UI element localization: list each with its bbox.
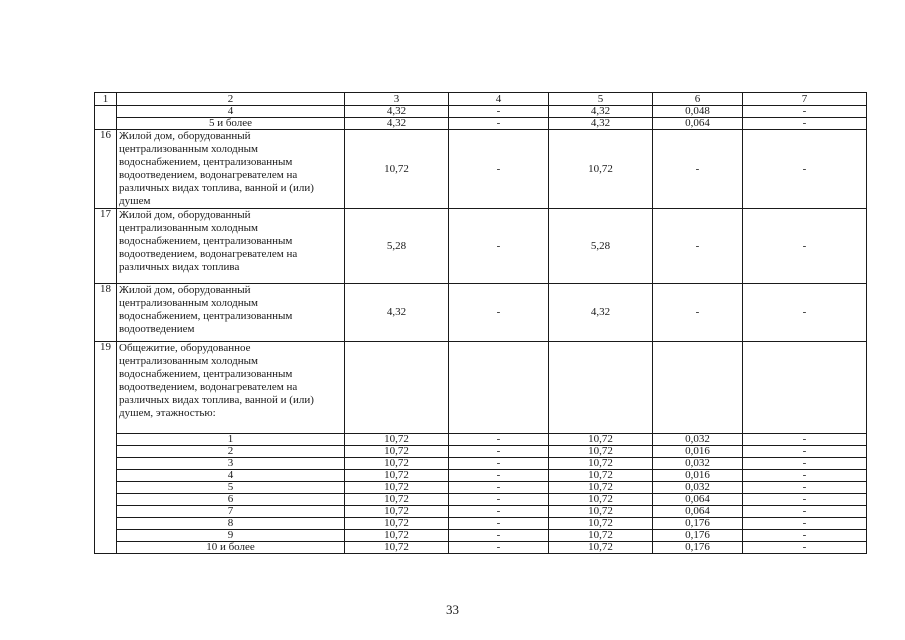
item-description: Жилой дом, оборудованный централизованным холодным водоснабжением, централизованным водоотведением, водонагревателем на различных видах топлива <box>117 209 345 284</box>
table-cell: 0,016 <box>653 470 743 482</box>
floor-label: 1 <box>117 434 345 446</box>
item-description: Общежитие, оборудованное централизованным холодным водоснабжением, централизованным водоотведением, водонагревателем на различных видах топлива, ванной и (или) душем, этажностью: <box>117 342 345 434</box>
table-cell: 0,048 <box>653 106 743 118</box>
table-cell: - <box>743 284 867 342</box>
floor-label: 4 <box>117 106 345 118</box>
table-cell: - <box>743 130 867 209</box>
table-cell: 4,32 <box>345 106 449 118</box>
table-cell: - <box>449 542 549 554</box>
header-row <box>95 93 867 106</box>
floor-label: 10 и более <box>117 542 345 554</box>
header-cell: 2 <box>117 93 345 106</box>
table-cell: 4,32 <box>549 118 653 130</box>
item-description: Жилой дом, оборудованный централизованным холодным водоснабжением, централизованным водоотведением <box>117 284 345 342</box>
table-row <box>95 542 867 554</box>
table-cell: - <box>743 542 867 554</box>
floor-label: 6 <box>117 494 345 506</box>
table-cell: - <box>449 434 549 446</box>
table-cell: 10,72 <box>345 470 449 482</box>
floor-label: 2 <box>117 446 345 458</box>
table-cell: 4,32 <box>549 106 653 118</box>
table-cell: - <box>449 106 549 118</box>
table-row <box>95 118 867 130</box>
table-row <box>95 446 867 458</box>
table-cell: 5,28 <box>549 209 653 284</box>
table-cell: 10,72 <box>549 518 653 530</box>
table-cell: 10,72 <box>345 458 449 470</box>
table-row <box>95 458 867 470</box>
table-cell: - <box>743 118 867 130</box>
table-cell <box>345 342 449 434</box>
row-number: 19 <box>95 342 117 554</box>
floor-label: 5 <box>117 482 345 494</box>
table-cell: 10,72 <box>345 506 449 518</box>
header-cell: 7 <box>743 93 867 106</box>
table-cell: 0,176 <box>653 518 743 530</box>
table-cell: 4,32 <box>345 118 449 130</box>
table-cell <box>449 342 549 434</box>
table-cell: - <box>743 106 867 118</box>
table-row <box>95 209 867 284</box>
table-cell: 0,032 <box>653 458 743 470</box>
table-cell: - <box>743 209 867 284</box>
table-cell: 10,72 <box>549 446 653 458</box>
table-cell: - <box>449 130 549 209</box>
table-cell: 0,064 <box>653 506 743 518</box>
table-cell: 10,72 <box>549 530 653 542</box>
table-cell: 10,72 <box>549 470 653 482</box>
table-cell: 0,016 <box>653 446 743 458</box>
floor-label: 4 <box>117 470 345 482</box>
row-number <box>95 106 117 130</box>
table-row <box>95 130 867 209</box>
table-cell: 10,72 <box>345 518 449 530</box>
table-cell: 4,32 <box>345 284 449 342</box>
table-cell <box>549 342 653 434</box>
table-cell: - <box>449 209 549 284</box>
header-cell: 3 <box>345 93 449 106</box>
table-cell: 0,064 <box>653 494 743 506</box>
table-cell: 10,72 <box>549 458 653 470</box>
table-cell: 10,72 <box>345 446 449 458</box>
table-cell: 0,176 <box>653 542 743 554</box>
table-row <box>95 518 867 530</box>
table-cell: - <box>449 458 549 470</box>
table-cell: - <box>653 209 743 284</box>
table-cell: 10,72 <box>345 434 449 446</box>
table-cell: 10,72 <box>549 542 653 554</box>
table-row <box>95 530 867 542</box>
table-cell: - <box>743 506 867 518</box>
table-cell: - <box>653 284 743 342</box>
header-cell: 1 <box>95 93 117 106</box>
table-cell: - <box>743 434 867 446</box>
floor-label: 9 <box>117 530 345 542</box>
page-number: 33 <box>446 602 459 617</box>
table-cell: 10,72 <box>345 494 449 506</box>
floor-label: 3 <box>117 458 345 470</box>
table-cell: - <box>449 470 549 482</box>
norms-table <box>94 92 867 554</box>
table-cell: - <box>449 118 549 130</box>
table-cell: 10,72 <box>345 130 449 209</box>
header-cell: 4 <box>449 93 549 106</box>
table-row <box>95 106 867 118</box>
header-cell: 5 <box>549 93 653 106</box>
table-cell: 0,032 <box>653 434 743 446</box>
row-number: 17 <box>95 209 117 284</box>
table-cell: 0,176 <box>653 530 743 542</box>
table-cell: - <box>449 530 549 542</box>
header-cell: 6 <box>653 93 743 106</box>
table-cell: - <box>743 446 867 458</box>
table-cell: 10,72 <box>345 530 449 542</box>
table-cell: - <box>449 506 549 518</box>
table-row <box>95 284 867 342</box>
table-cell: 10,72 <box>345 542 449 554</box>
table-cell: - <box>743 530 867 542</box>
table-row <box>95 470 867 482</box>
table-row <box>95 506 867 518</box>
table-cell: 0,032 <box>653 482 743 494</box>
table-cell: - <box>743 482 867 494</box>
table-cell: - <box>743 458 867 470</box>
floor-label: 5 и более <box>117 118 345 130</box>
table-cell: - <box>449 446 549 458</box>
table-cell: 10,72 <box>549 506 653 518</box>
floor-label: 8 <box>117 518 345 530</box>
table-cell: 5,28 <box>345 209 449 284</box>
table-cell: - <box>449 482 549 494</box>
table-row <box>95 494 867 506</box>
item-description: Жилой дом, оборудованный централизованным холодным водоснабжением, централизованным водоотведением, водонагревателем на различных видах топлива, ванной и (или) душем <box>117 130 345 209</box>
table-row <box>95 342 867 434</box>
table-cell: - <box>743 518 867 530</box>
floor-label: 7 <box>117 506 345 518</box>
table-row <box>95 482 867 494</box>
row-number: 18 <box>95 284 117 342</box>
table-cell: 4,32 <box>549 284 653 342</box>
table-cell: - <box>449 494 549 506</box>
row-number: 16 <box>95 130 117 209</box>
table-cell <box>743 342 867 434</box>
table-row <box>95 434 867 446</box>
table-cell: 10,72 <box>549 494 653 506</box>
table-cell: 10,72 <box>549 434 653 446</box>
table-cell: - <box>653 130 743 209</box>
table-cell: - <box>743 494 867 506</box>
table-cell: - <box>449 518 549 530</box>
table-cell <box>653 342 743 434</box>
table-cell: 0,064 <box>653 118 743 130</box>
table-cell: 10,72 <box>549 130 653 209</box>
table-cell: - <box>449 284 549 342</box>
table-cell: 10,72 <box>549 482 653 494</box>
table-cell: 10,72 <box>345 482 449 494</box>
table-cell: - <box>743 470 867 482</box>
